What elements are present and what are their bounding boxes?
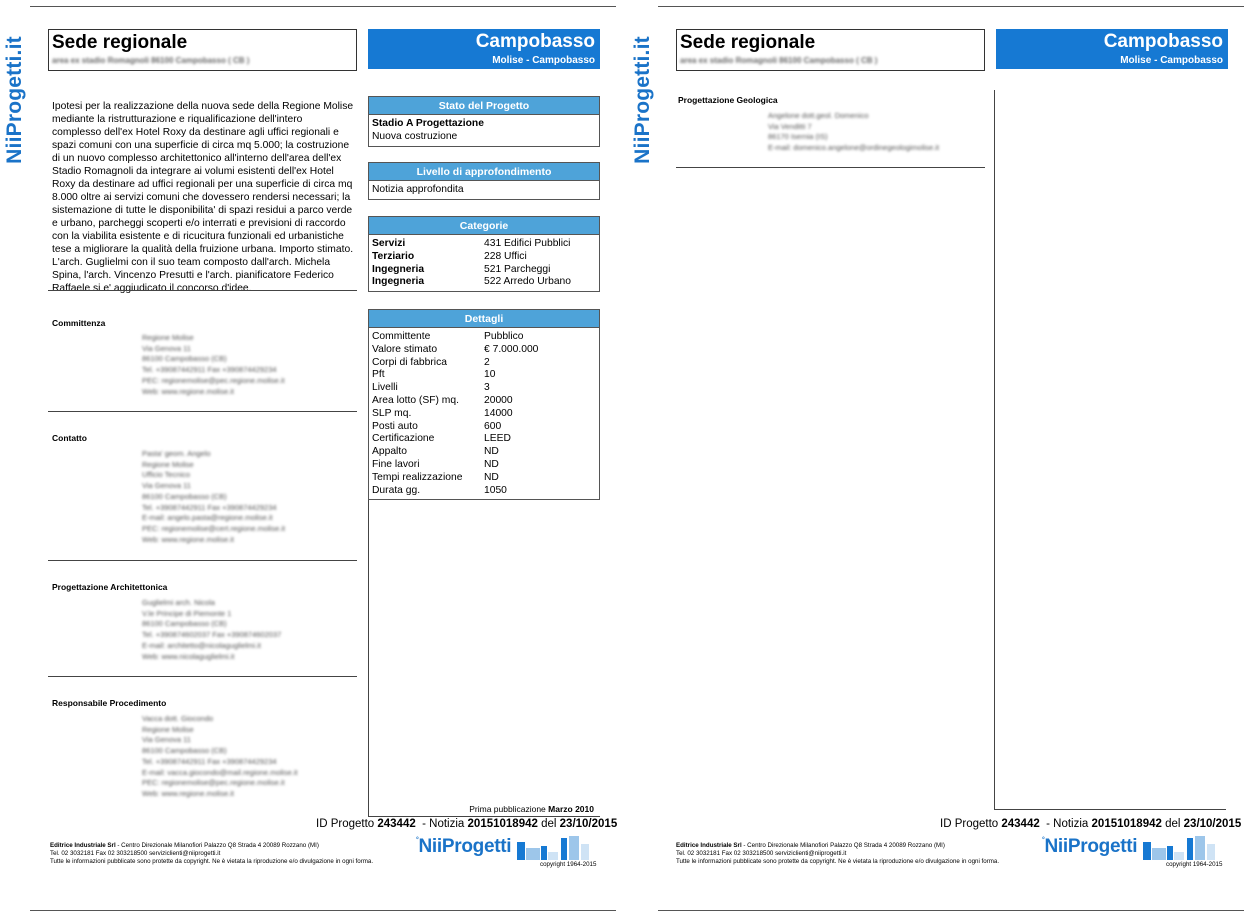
divider [994, 809, 1226, 810]
progettazione-architettonica-label: Progettazione Architettonica [52, 582, 168, 592]
categorie-value: 228 Uffici [484, 250, 527, 262]
top-rule [658, 6, 1244, 7]
dettagli-row [372, 485, 596, 498]
categorie-key: Ingegneria [372, 263, 425, 275]
dettagli-row [372, 446, 596, 459]
categorie-row [372, 238, 596, 251]
stato-progetto-header: Stato del Progetto [369, 97, 599, 115]
divider [48, 560, 357, 561]
report-page-2 [628, 0, 1256, 912]
stato-type: Nuova costruzione [372, 130, 458, 142]
region-name: Molise - Campobasso [492, 55, 595, 66]
dettagli-key: SLP mq. [372, 407, 412, 419]
dettagli-value: 20000 [484, 394, 513, 406]
city-name: Campobasso [1103, 31, 1223, 52]
contatto-label: Contatto [52, 433, 87, 443]
dettagli-row [372, 408, 596, 421]
project-description: Ipotesi per la realizzazione della nuova sede della Regione Molise mediante la ristrutturazione e riqualificazione dell'intero complesso dell'ex Hotel Roxy da destinare agli uffici regionali e spazi comuni con una superficie di circa mq 5.000; la costruzione di un nuovo complesso architettonico all'interno dell'area dell'ex Stadio Romagnoli da integrare ai volumi esistenti dell'ex Hotel Roxy da destinare ad uffici regionali per una superficie di circa mq 8.000 oltre ai servizi comuni che dovessero rendersi necessari; la sistemazione di tutte le disponibilita' di spazi residui a parco verde e urbano, parcheggi scoperti e/o interrati e previsioni di raccordo con la viabilita esistente e di ricucitura funzionali ed urbanistiche tese a migliorare la qualità della fruizione urbana. Importo stimato. L'arch. Guglielmi con il suo team composto dall'arch. Michela Spina, l'arch. Vincenzo Presutti e l'arch. pianificatore Federico Raffaele si e' aggiudicato il concorso d'idee. [52, 101, 354, 294]
committenza-label: Committenza [52, 318, 106, 328]
dettagli-value: 14000 [484, 407, 513, 419]
dettagli-panel [368, 309, 600, 500]
dettagli-value: 600 [484, 420, 502, 432]
categorie-header: Categorie [369, 217, 599, 235]
progettazione-geologica-details: Angelone dott.geol. Domenico Via Venditti 7 86170 Isernia (IS) E-mail: domenico.angelone@ordinegeologimolise.it [768, 111, 940, 153]
copyright: copyright 1964-2015 [540, 861, 597, 868]
categorie-value: 521 Parcheggi [484, 263, 551, 275]
dettagli-row [372, 472, 596, 485]
skyline-icon [517, 834, 589, 860]
project-address: area ex stadio Romagnoli 86100 Campobasso ( CB ) [52, 56, 250, 65]
dettagli-row [372, 369, 596, 382]
dettagli-value: 3 [484, 382, 490, 394]
bottom-rule [30, 910, 616, 911]
divider [676, 167, 985, 168]
divider [368, 816, 600, 817]
progettazione-architettonica-details: Guglielmi arch. Nicola V.le Principe di Piemonte 1 86100 Campobasso (CB) Tel. +390874602037 Fax +390874602037 E-mail: architetto@nicolaguglielmi.it Web: www.nicolaguglielmi.it [142, 598, 282, 661]
city-box [368, 29, 600, 69]
dettagli-key: Committente [372, 331, 431, 342]
footer-logo: °NiiProgetti [416, 834, 589, 860]
dettagli-row [372, 459, 596, 472]
dettagli-value: 1050 [484, 484, 507, 496]
project-title-box [676, 29, 985, 71]
dettagli-key: Pft [372, 369, 385, 381]
stato-progetto-panel [368, 96, 600, 147]
project-title: Sede regionale [52, 32, 188, 53]
dettagli-key: Livelli [372, 382, 398, 394]
first-publication: Prima pubblicazione Marzo 2010 [469, 804, 594, 814]
responsabile-procedimento-label: Responsabile Procedimento [52, 698, 167, 708]
skyline-icon [1143, 834, 1215, 860]
column-divider [368, 500, 369, 817]
dettagli-value: € 7.000.000 [484, 343, 539, 355]
categorie-value: 431 Edifici Pubblici [484, 238, 571, 249]
dettagli-row [372, 382, 596, 395]
categorie-value: 522 Arredo Urbano [484, 276, 572, 288]
project-title: Sede regionale [680, 32, 816, 53]
categorie-panel [368, 216, 600, 292]
copyright: copyright 1964-2015 [1166, 861, 1223, 868]
footer-logo: °NiiProgetti [1042, 834, 1215, 860]
dettagli-value: 2 [484, 356, 490, 368]
project-title-box [48, 29, 357, 71]
dettagli-key: Durata gg. [372, 484, 421, 496]
dettagli-value: ND [484, 458, 499, 470]
dettagli-key: Appalto [372, 446, 407, 458]
progettazione-geologica-label: Progettazione Geologica [678, 95, 778, 105]
vertical-brand-logo: NiiProgetti.it [631, 36, 655, 164]
categorie-row [372, 264, 596, 277]
footer-publisher: Editrice Industriale Srl - Centro Direzionale Milanofiori Palazzo Q8 Strada 4 20089 Rozzano (MI) Tel. 02 3032181 Fax 02 303218500 serviziclienti@niiprogetti.it Tutte le informazioni pubblicate sono protette da copyright. Ne è vietata la riproduzione e/o divulgazione in ogni forma. [676, 842, 1000, 866]
dettagli-row [372, 433, 596, 446]
livello-value: Notizia approfondita [372, 184, 464, 195]
city-name: Campobasso [475, 31, 595, 52]
city-box [996, 29, 1228, 69]
column-divider [994, 90, 995, 809]
dettagli-key: Tempi realizzazione [372, 471, 463, 483]
committenza-details: Regione Molise Via Genova 11 86100 Campobasso (CB) Tel. +39087442911 Fax +390874429234 PEC: regionemolise@pec.regione.molise.it Web: www.regione.molise.it [142, 333, 285, 396]
categorie-key: Terziario [372, 250, 415, 262]
contatto-details: Pasta' geom. Angelo Regione Molise Ufficio Tecnico Via Genova 11 86100 Campobasso (CB) Tel. +39087442911 Fax +390874429234 E-mail: angelo.pasta@regione.molise.it PEC: regionemolise@cert.regione.molise.it Web: www.regione.molise.it [142, 449, 286, 544]
dettagli-row [372, 344, 596, 357]
categorie-row [372, 251, 596, 264]
dettagli-key: Fine lavori [372, 458, 420, 470]
footer-publisher: Editrice Industriale Srl - Centro Direzionale Milanofiori Palazzo Q8 Strada 4 20089 Rozzano (MI) Tel. 02 3032181 Fax 02 303218500 serviziclienti@niiprogetti.it Tutte le informazioni pubblicate sono protette da copyright. Ne è vietata la riproduzione e/o divulgazione in ogni forma. [50, 842, 374, 866]
dettagli-key: Certificazione [372, 433, 435, 445]
region-name: Molise - Campobasso [1120, 55, 1223, 66]
top-rule [30, 6, 616, 7]
project-address: area ex stadio Romagnoli 86100 Campobasso ( CB ) [680, 56, 878, 65]
dettagli-row [372, 395, 596, 408]
dettagli-value: ND [484, 471, 499, 483]
bottom-rule [658, 910, 1244, 911]
dettagli-key: Area lotto (SF) mq. [372, 394, 459, 406]
categorie-key: Ingegneria [372, 276, 425, 288]
divider [48, 290, 357, 291]
dettagli-key: Corpi di fabbrica [372, 356, 447, 368]
dettagli-row [372, 421, 596, 434]
report-page-1 [0, 0, 628, 912]
dettagli-row [372, 331, 596, 344]
dettagli-value: LEED [484, 433, 511, 445]
livello-panel [368, 162, 600, 200]
stato-phase: Stadio A Progettazione [372, 118, 484, 129]
responsabile-procedimento-details: Vacca dott. Giocondo Regione Molise Via Genova 11 86100 Campobasso (CB) Tel. +39087442911 Fax +390874429234 E-mail: vacca.giocondo@mail.regione.molise.it PEC: regionemolise@pec.regione.molise.it Web: www.regione.molise.it [142, 714, 298, 798]
dettagli-value: 10 [484, 369, 496, 381]
dettagli-key: Posti auto [372, 420, 418, 432]
dettagli-row [372, 357, 596, 370]
project-id-line: ID Progetto 243442 - Notizia 20151018942 del 23/10/2015 [940, 818, 1242, 830]
divider [48, 411, 357, 412]
livello-header: Livello di approfondimento [369, 163, 599, 181]
dettagli-value: ND [484, 446, 499, 458]
dettagli-header: Dettagli [369, 310, 599, 328]
categorie-row [372, 276, 596, 289]
divider [48, 676, 357, 677]
categorie-key: Servizi [372, 238, 406, 249]
dettagli-key: Valore stimato [372, 343, 438, 355]
project-id-line: ID Progetto 243442 - Notizia 20151018942 del 23/10/2015 [316, 818, 618, 830]
dettagli-value: Pubblico [484, 331, 524, 342]
vertical-brand-logo: NiiProgetti.it [3, 36, 27, 164]
